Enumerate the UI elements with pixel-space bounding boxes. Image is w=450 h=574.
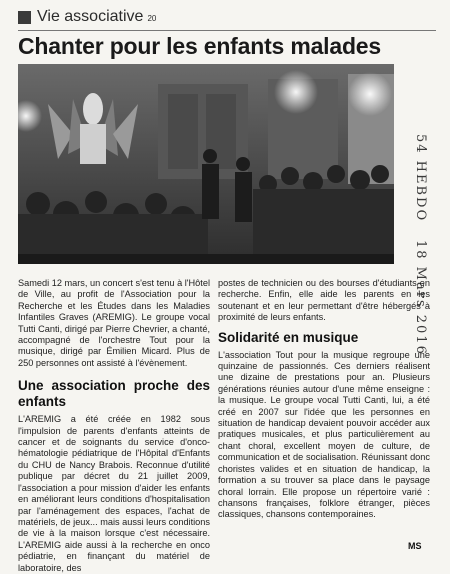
rubric-rule bbox=[18, 30, 436, 31]
section-rubric bbox=[18, 8, 156, 26]
subhead-solidarite: Solidarité en musique bbox=[218, 329, 359, 345]
section-label: Vie associative bbox=[37, 8, 144, 25]
section-marker-square bbox=[18, 11, 31, 24]
article-body-1: L'AREMIG a été créée en 1982 sous l'impulsion de parents d'enfants atteints de cancer et de soignants du service d'onco-hématologie pédiatrique de l'Hôpital d'Enfants du CHU de Nancy Brabois. Reconnue d'utilité publique par décret du 21 juillet 2009, l'association a pour mission d'aider les enfants en améliorant leurs conditions d'hospitalisation par l'aménagement des espaces, l'achat de matériels, de jeux... mais aussi leurs conditions de vie à la maison lorsque c'est nécessaire. L'AREMIG aide aussi à la recherche en onco pédiatrie, en finançant du matériel de laboratoire, des bbox=[18, 414, 210, 573]
subhead-association: Une association proche des enfants bbox=[18, 378, 210, 410]
article-column-right bbox=[218, 278, 430, 521]
article-column-left bbox=[18, 278, 210, 574]
article-intro: Samedi 12 mars, un concert s'est tenu à l'Hôtel de Ville, au profit de l'Association pour la Recherche et les Études dans les Maladies Infantiles Graves (AREMIG). Le groupe vocal Tutti Canti, dirigé par Pierre Chevrier, a chanté, accompagné de l'orchestre Tout pour la musique, dirigé par Émilien Micard. Plus de 250 personnes ont assisté à l'évènement. bbox=[18, 278, 210, 368]
article-body-2: L'association Tout pour la musique regroupe une quinzaine de passionnés. Ces derniers réalisent une dizaine de prestations pour an. Plusieurs générations réunies autour d'une même enseigne : la musique. Le groupe vocal Tutti Canti, lui, a été créé en 2007 sur l'idée que les personnes en situation de handicap devaient pouvoir accéder aux pratiques musicales, et plus particulièrement au chant choral, excellent moyen de culture, de communication et de socialisation. Réunissant donc choristes valides et en situation de handicap, la formation a su trouver sa place dans le paysage choral lorrain. Elle propose un répertoire varié : chansons françaises, folklore étranger, pièces classiques, chansons contemporaines. bbox=[218, 349, 430, 520]
article-body-1-continued: postes de technicien ou des bourses d'étudiants en recherche. Enfin, elle aide les parents en les soutenant et en leur permettant d'être hébergés à proximité de leurs enfants. bbox=[218, 278, 430, 323]
headline: Chanter pour les enfants malades bbox=[18, 33, 381, 59]
author-signature: MS bbox=[408, 541, 422, 551]
concert-photo bbox=[18, 64, 394, 264]
page-number: 20 bbox=[147, 14, 157, 23]
handwritten-date: 18 Mars 2016 bbox=[413, 240, 428, 356]
handwritten-publication: 54 HEBDO bbox=[413, 134, 428, 223]
